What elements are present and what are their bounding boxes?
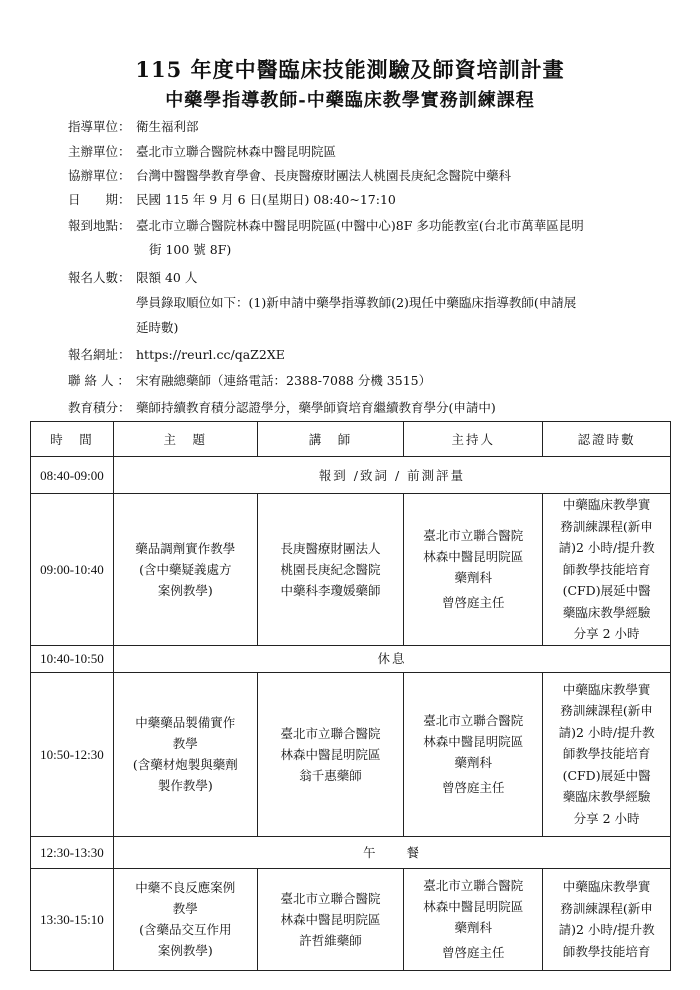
info-order-cont: 延時數) (136, 320, 179, 335)
line: 臺北市立聯合醫院 (280, 725, 381, 741)
line: 曾啓庭主任 (442, 595, 505, 611)
line: 務訓練課程(新申 (560, 900, 653, 916)
time-cell: 12:30-13:30 (31, 836, 114, 868)
info-value: 衛生福利部 (136, 119, 199, 134)
line: 師教學技能培育 (562, 561, 651, 577)
line: 曾啓庭主任 (442, 945, 505, 960)
info-label: 指導單位： (68, 119, 131, 134)
line: 長庚醫療財團法人 (280, 540, 381, 556)
line: 臺北市立聯合醫院 (423, 528, 524, 544)
line: 許哲維藥師 (299, 932, 362, 948)
line: 務訓練課程(新申 (560, 703, 653, 719)
header-time: 時 間 (31, 422, 114, 457)
header-speaker: 講 師 (257, 422, 404, 457)
header-host: 主持人 (404, 422, 543, 457)
line: 林森中醫昆明院區 (280, 911, 381, 927)
line: 林森中醫昆明院區 (423, 549, 524, 565)
info-value: 宋宥融總藥師（連絡電話：2388-7088 分機 3515） (136, 373, 432, 388)
info-label: 教育積分： (68, 400, 131, 415)
line: 中藥科李瓊媛藥師 (280, 582, 381, 598)
line: 請)2 小時/提升教 (558, 724, 655, 740)
line: (含中藥疑義處方 (139, 561, 232, 577)
info-label: 主辦單位： (68, 144, 131, 159)
document-title: 115 年度中醫臨床技能測驗及師資培訓計畫 (135, 57, 565, 82)
topic-cell (113, 494, 257, 646)
line: 藥品調劑實作教學 (135, 540, 236, 556)
info-label: 協辦單位： (68, 168, 131, 183)
time-cell: 10:50-12:30 (31, 672, 114, 836)
line: 林森中醫昆明院區 (423, 899, 524, 914)
line: 中藥不良反應案例 (135, 880, 236, 895)
certification-cell (543, 672, 671, 836)
info-value: 限額 40 人 (136, 270, 198, 285)
line: 分享 2 小時 (573, 626, 640, 641)
line: 案例教學) (157, 943, 213, 958)
line: 藥臨床教學經驗 (562, 604, 651, 620)
line: (含藥品交互作用 (139, 922, 232, 937)
certification-cell (543, 868, 671, 970)
line: 臺北市立聯合醫院 (280, 890, 381, 906)
line: 中藥藥品製備實作 (135, 715, 236, 730)
speaker-cell (257, 868, 404, 970)
line: 臺北市立聯合醫院 (423, 713, 524, 728)
line: 請)2 小時/提升教 (558, 922, 655, 937)
table-row (31, 836, 671, 868)
line: 中藥臨床教學實 (562, 681, 651, 697)
registration-link[interactable]: https://reurl.cc/qaZ2XE (136, 347, 285, 362)
line: 分享 2 小時 (573, 810, 640, 826)
line: 中藥臨床教學實 (562, 497, 651, 512)
line: (CFD)展延中醫 (562, 767, 651, 783)
topic-cell (113, 672, 257, 836)
line: 曾啓庭主任 (442, 780, 505, 795)
info-value: 台灣中醫醫學教育學會、長庚醫療財團法人桃園長庚紀念醫院中藥科 (136, 168, 512, 183)
line: 林森中醫昆明院區 (280, 746, 381, 762)
line: 藥臨床教學經驗 (562, 789, 651, 805)
session-cell: 報到 /致詞 / 前測評量 (113, 457, 670, 494)
line: 翁千惠藥師 (299, 767, 362, 783)
host-cell (404, 672, 543, 836)
line: 藥劑科 (454, 920, 493, 935)
session-cell: 休息 (113, 645, 670, 672)
line: (含藥材炮製與藥劑 (132, 757, 238, 772)
session-cell: 午 餐 (113, 836, 670, 868)
line: 師教學技能培育 (562, 746, 651, 762)
info-capacity (68, 268, 668, 288)
line: 案例教學) (157, 582, 213, 598)
table-row (31, 457, 671, 494)
info-value: 藥師持續教育積分認證學分，藥學師資培育繼續教育學分(申請中) (136, 400, 496, 415)
table-row (31, 645, 671, 672)
line: 製作教學) (157, 778, 213, 793)
line: 藥劑科 (454, 570, 493, 586)
info-guide (68, 117, 668, 137)
line: 務訓練課程(新申 (560, 518, 653, 534)
info-label: 報名網址： (68, 347, 131, 362)
info-url (68, 345, 668, 365)
line: 臺北市立聯合醫院 (423, 878, 524, 893)
line: 藥劑科 (454, 755, 493, 770)
topic-cell (113, 868, 257, 970)
info-value: 臺北市立聯合醫院林森中醫昆明院區(中醫中心)8F 多功能教室(台北市萬華區昆明 (136, 218, 584, 233)
line: 師教學技能培育 (562, 943, 651, 959)
info-value: 民國 115 年 9 月 6 日(星期日) 08:40~17:10 (136, 192, 396, 207)
speaker-cell (257, 672, 404, 836)
certification-cell (543, 494, 671, 646)
info-value: 臺北市立聯合醫院林森中醫昆明院區 (136, 144, 337, 159)
info-date (68, 190, 668, 210)
info-label: 報名人數： (68, 270, 131, 285)
header-topic: 主 題 (113, 422, 257, 457)
header-certification: 認證時數 (543, 422, 671, 457)
document-subtitle: 中藥學指導教師-中藥臨床教學實務訓練課程 (165, 90, 535, 111)
info-location (68, 216, 668, 236)
host-cell (404, 868, 543, 970)
schedule-table (30, 421, 671, 971)
info-label: 報到地點： (68, 218, 131, 233)
time-cell: 08:40-09:00 (31, 457, 114, 494)
line: 請)2 小時/提升教 (558, 540, 655, 555)
speaker-cell (257, 494, 404, 646)
table-row (31, 672, 671, 836)
line: 教學 (172, 901, 198, 916)
info-credit (68, 398, 668, 418)
info-host (68, 142, 668, 162)
info-order: 學員錄取順位如下：(1)新申請中藥學指導教師(2)現任中藥臨床指導教師(申請展 (136, 295, 577, 310)
line: 林森中醫昆明院區 (423, 734, 524, 749)
line: 教學 (172, 736, 198, 751)
time-cell: 09:00-10:40 (31, 494, 114, 646)
time-cell: 10:40-10:50 (31, 645, 114, 672)
table-row (31, 494, 671, 646)
info-label: 聯 絡 人 ： (68, 373, 130, 388)
info-location-cont: 街 100 號 8F) (149, 242, 232, 257)
time-cell: 13:30-15:10 (31, 868, 114, 970)
info-co (68, 166, 668, 186)
line: 中藥臨床教學實 (562, 879, 651, 894)
line: 桃園長庚紀念醫院 (280, 561, 381, 577)
table-row (31, 868, 671, 970)
info-label: 日 期： (68, 192, 131, 207)
host-cell (404, 494, 543, 646)
info-contact (68, 371, 668, 391)
line: (CFD)展延中醫 (562, 583, 651, 598)
table-header-row (31, 422, 671, 457)
